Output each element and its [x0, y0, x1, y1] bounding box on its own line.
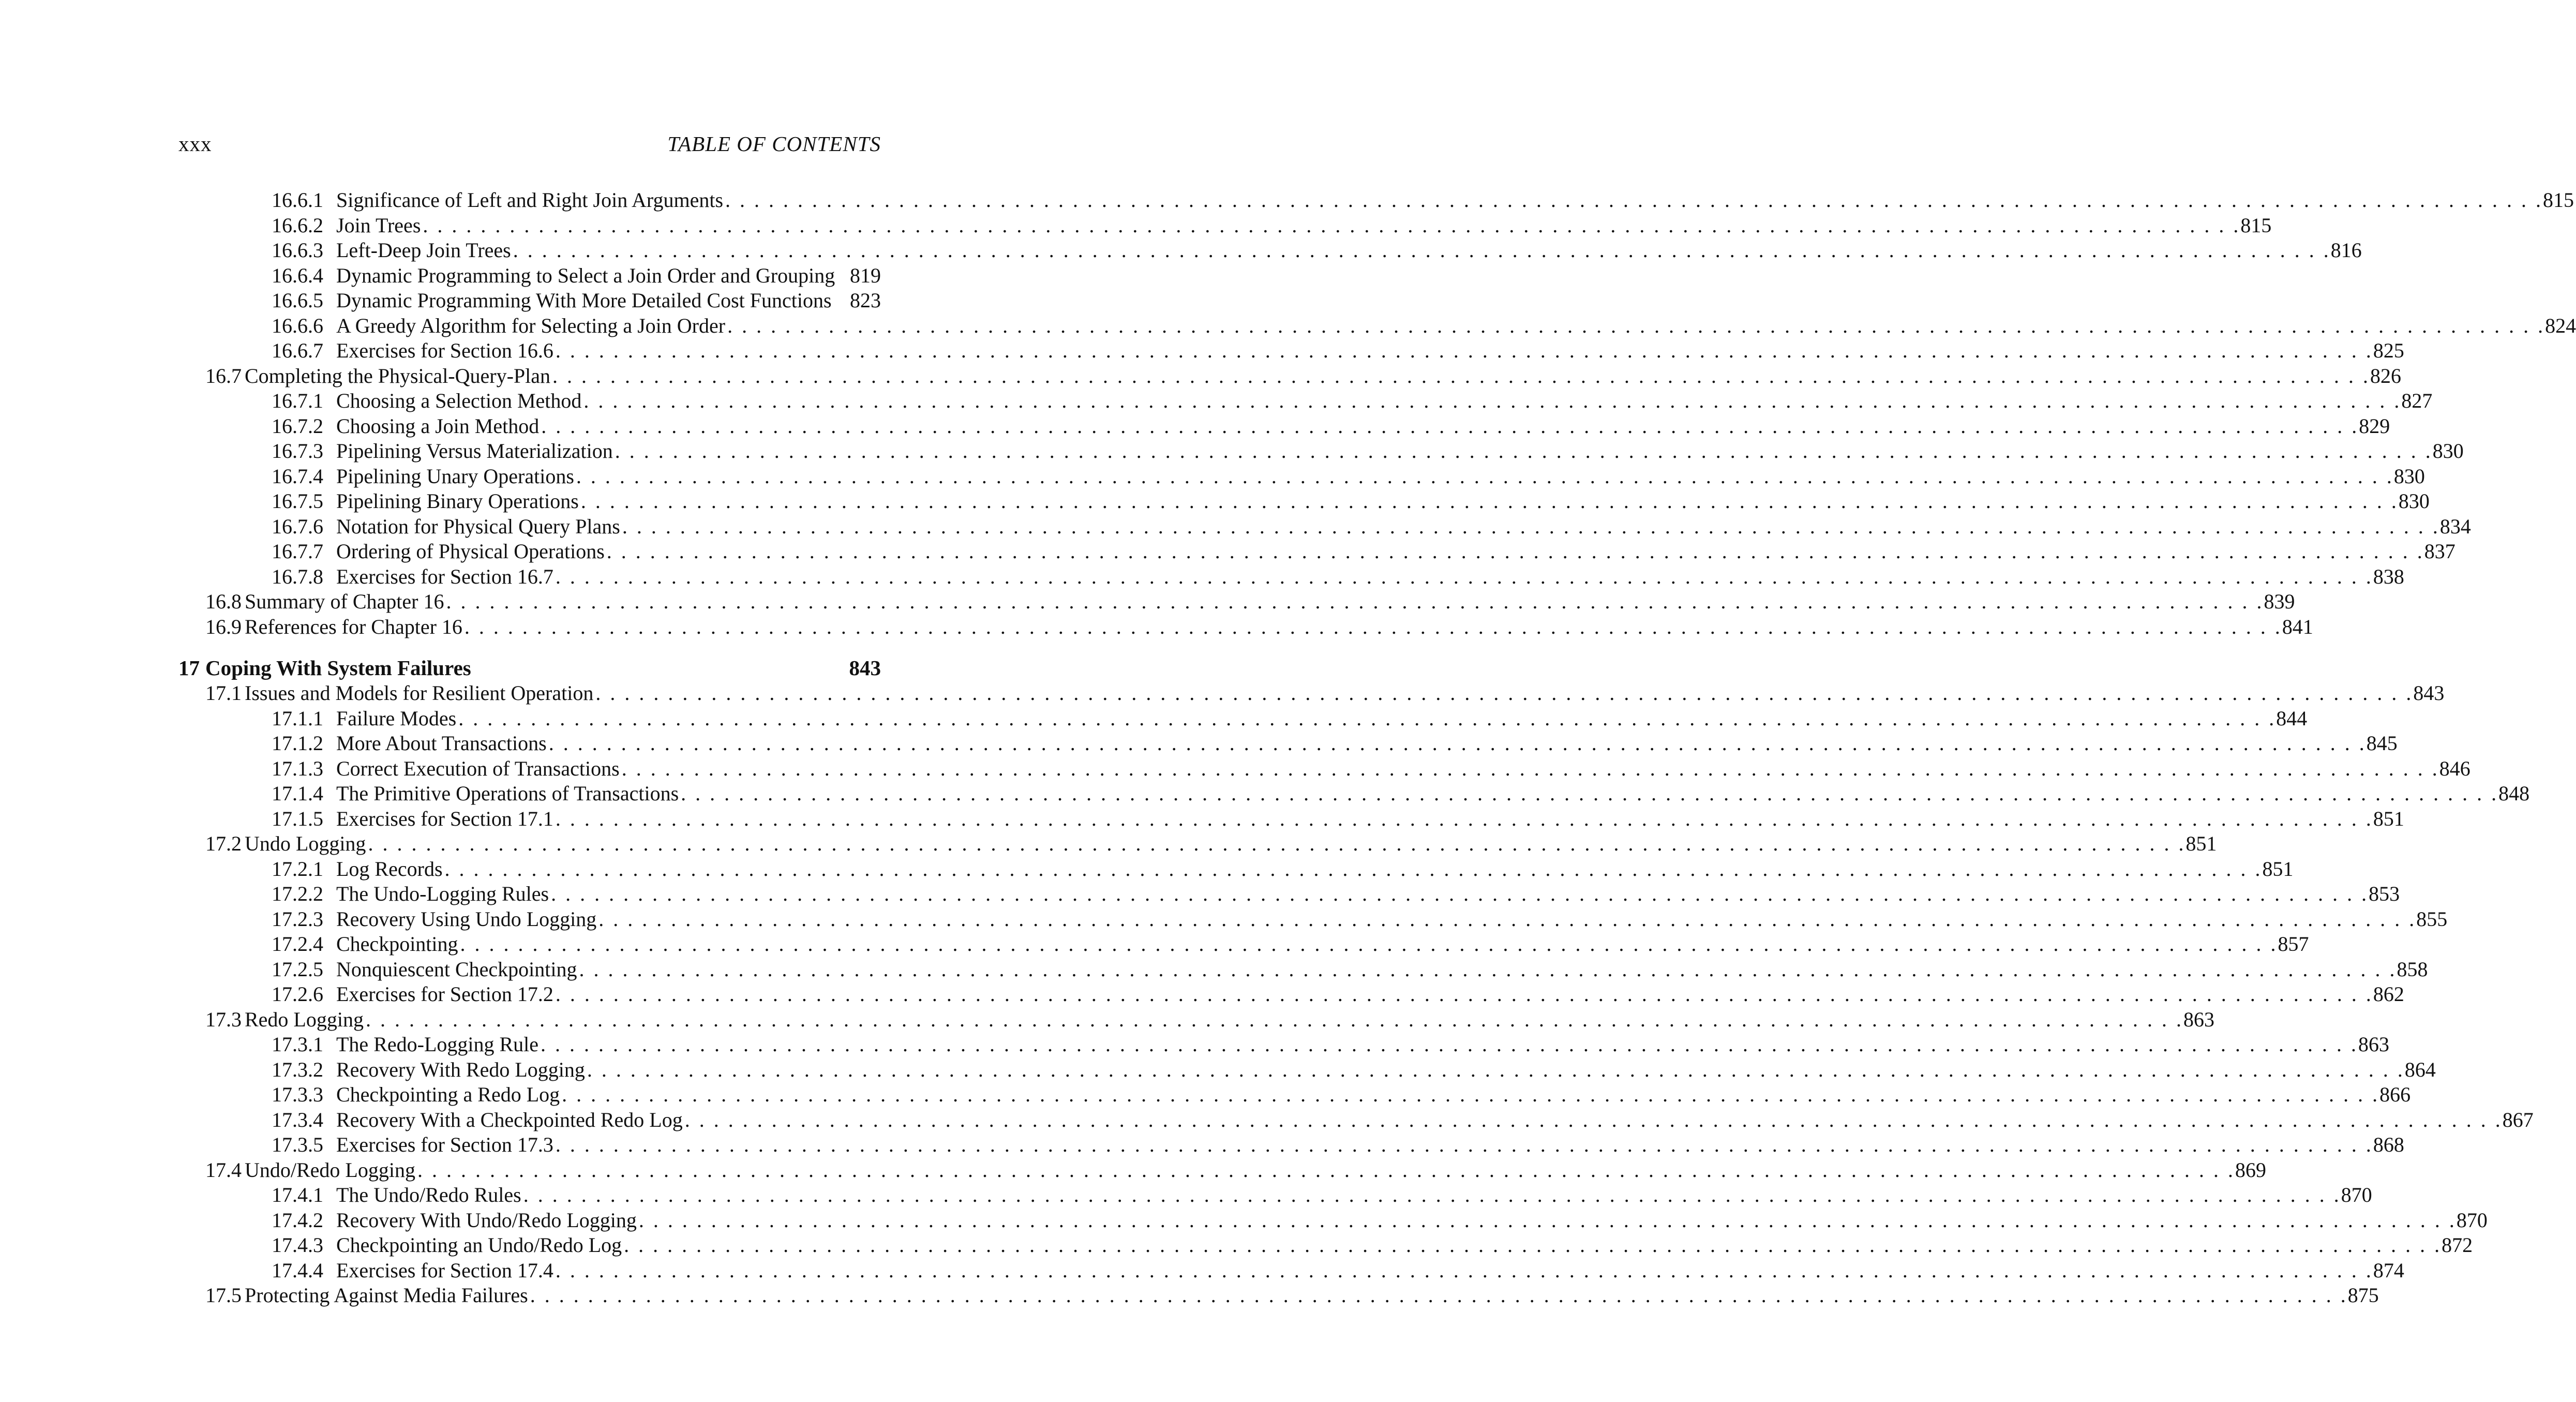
dot-leader [456, 706, 2276, 732]
entry-number: 16.6.6 [272, 314, 323, 337]
entry-number: 16.7.6 [272, 514, 323, 538]
toc-section-entry [178, 1283, 2379, 1308]
entry-number: 17 [178, 656, 200, 680]
dot-leader [605, 539, 2424, 564]
entry-number: 17.1.4 [272, 782, 323, 805]
entry-title: The Undo/Redo Rules [336, 1183, 521, 1206]
entry-number: 17.3.2 [272, 1057, 323, 1081]
entry-title: Summary of Chapter 16 [245, 590, 444, 613]
entry-title: Exercises for Section 17.3 [336, 1133, 553, 1156]
entry-title: Issues and Models for Resilient Operation [245, 681, 594, 705]
entry-number: 17.3 [205, 1007, 242, 1031]
entry-title: Choosing a Join Method [336, 414, 540, 438]
toc-subsection-entry [178, 731, 2398, 756]
entry-title: Checkpointing [336, 932, 458, 956]
dot-leader [596, 907, 2416, 932]
entry-number: 16.7.2 [272, 414, 323, 438]
entry-page-number: 864 [2404, 1057, 2436, 1081]
dot-leader [620, 756, 2439, 782]
dot-leader [528, 1283, 2348, 1308]
entry-number: 17.5 [205, 1284, 242, 1307]
entry-title: Failure Modes [336, 706, 457, 730]
dot-leader [553, 1258, 2373, 1284]
toc-subsection-entry [178, 907, 2448, 932]
toc-section-entry [178, 831, 2217, 857]
entry-title: Exercises for Section 17.1 [336, 807, 553, 830]
running-title: TABLE OF CONTENTS [667, 132, 881, 156]
entry-number: 17.3.3 [272, 1083, 323, 1106]
entry-title: Choosing a Selection Method [336, 389, 582, 412]
entry-title: Recovery With a Checkpointed Redo Log [336, 1108, 683, 1131]
dot-leader [421, 213, 2240, 238]
entry-number: 16.7.1 [272, 389, 323, 412]
entry-number: 17.1.2 [272, 732, 323, 755]
entry-number: 17.4.1 [272, 1183, 323, 1206]
toc-subsection-entry [178, 957, 2428, 982]
entry-number: 17.4.3 [272, 1233, 323, 1257]
entry-title: Redo Logging [245, 1007, 364, 1031]
toc-subsection-entry [178, 514, 2471, 540]
dot-leader [521, 1183, 2341, 1208]
dot-leader [683, 1108, 2503, 1133]
toc-subsection-entry [178, 288, 881, 314]
dot-leader [553, 1132, 2373, 1158]
entry-page-number: 872 [2442, 1233, 2473, 1257]
toc-subsection-entry [178, 982, 2404, 1007]
entry-number: 16.6.4 [272, 263, 323, 287]
entry-number: 17.2.1 [272, 857, 323, 881]
entry-number: 17.4.2 [272, 1208, 323, 1232]
entry-title: Pipelining Versus Materialization [336, 439, 613, 463]
entry-number: 17.1.1 [272, 706, 323, 730]
entry-number: 17.3.5 [272, 1133, 323, 1156]
entry-page-number: 841 [2282, 615, 2313, 638]
entry-title: Undo Logging [245, 832, 366, 855]
toc-subsection-entry [178, 338, 2404, 364]
toc-section-entry [178, 615, 2313, 640]
entry-page-number: 816 [2330, 238, 2362, 262]
entry-title: Exercises for Section 17.4 [336, 1258, 553, 1282]
dot-leader [622, 1233, 2442, 1258]
entry-number: 17.2.3 [272, 907, 323, 931]
entry-page-number: 825 [2373, 339, 2404, 362]
entry-number: 17.3.4 [272, 1108, 323, 1131]
toc-subsection-entry [178, 756, 2470, 782]
dot-leader [415, 1158, 2235, 1183]
entry-number: 17.2.5 [272, 957, 323, 981]
toc-subsection-entry [178, 1183, 2372, 1208]
dot-leader [511, 238, 2331, 263]
entry-title: Recovery With Redo Logging [336, 1057, 585, 1081]
dot-leader [679, 781, 2498, 807]
entry-number: 16.6.7 [272, 339, 323, 362]
entry-title: The Undo-Logging Rules [336, 882, 549, 905]
toc-section-entry [178, 1158, 2266, 1183]
toc-subsection-entry [178, 188, 2574, 213]
entry-title: Recovery Using Undo Logging [336, 907, 597, 931]
toc-chapter-entry [178, 655, 881, 681]
toc-subsection-entry [178, 1208, 2488, 1233]
entry-number: 17.2.6 [272, 982, 323, 1006]
toc-subsection-entry [178, 238, 2362, 263]
toc-subsection-entry [178, 489, 2430, 514]
entry-title: Ordering of Physical Operations [336, 540, 605, 563]
entry-page-number: 869 [2235, 1158, 2266, 1182]
dot-leader [553, 338, 2373, 364]
entry-title: The Redo-Logging Rule [336, 1033, 539, 1056]
entry-page-number: 855 [2416, 907, 2448, 931]
entry-number: 16.6.1 [272, 188, 323, 212]
entry-number: 16.9 [205, 615, 242, 638]
toc-subsection-entry [178, 414, 2390, 439]
entry-page-number: 870 [2341, 1183, 2372, 1206]
entry-page-number: 857 [2278, 932, 2309, 956]
entry-page-number: 843 [849, 656, 881, 680]
entry-page-number: 845 [2366, 732, 2398, 755]
dot-leader [364, 1007, 2183, 1033]
entry-title: Log Records [336, 857, 443, 881]
entry-page-number: 827 [2401, 389, 2433, 412]
dot-leader [538, 1032, 2358, 1057]
toc-subsection-entry [178, 464, 2425, 489]
toc-section-entry [178, 589, 2295, 615]
entry-page-number: 866 [2379, 1083, 2411, 1106]
toc-subsection-entry [178, 539, 2455, 564]
entry-title: Checkpointing an Undo/Redo Log [336, 1233, 622, 1257]
dot-leader [620, 514, 2440, 540]
toc-subsection-entry [178, 1032, 2390, 1057]
toc-section-entry [178, 364, 2402, 389]
entry-page-number: 843 [2413, 681, 2445, 705]
entry-title: Nonquiescent Checkpointing [336, 957, 577, 981]
entry-page-number: 815 [2240, 213, 2272, 237]
entry-page-number: 815 [2543, 188, 2574, 212]
entry-number: 17.3.1 [272, 1033, 323, 1056]
toc-subsection-entry [178, 1108, 2534, 1133]
dot-leader [593, 681, 2413, 706]
entry-title: Dynamic Programming to Select a Join Order and Grouping [336, 263, 835, 287]
entry-number: 16.7.7 [272, 540, 323, 563]
dot-leader [581, 389, 2401, 414]
toc-subsection-entry [178, 1258, 2404, 1284]
toc-subsection-entry [178, 807, 2404, 832]
dot-leader [574, 464, 2394, 489]
dot-leader [560, 1082, 2379, 1108]
entry-number: 16.6.3 [272, 238, 323, 262]
entry-page-number: 846 [2439, 756, 2470, 780]
dot-leader [579, 489, 2399, 514]
toc-section-entry [178, 681, 2445, 706]
entry-page-number: 863 [2358, 1033, 2390, 1056]
toc-subsection-entry [178, 1082, 2411, 1108]
entry-title: Exercises for Section 16.7 [336, 564, 553, 588]
toc-subsection-entry [178, 213, 2272, 238]
entry-page-number: 853 [2369, 882, 2400, 905]
dot-leader [585, 1057, 2405, 1083]
dot-leader [443, 857, 2263, 882]
entry-page-number: 875 [2347, 1284, 2379, 1307]
dot-leader [637, 1208, 2457, 1233]
entry-page-number: 851 [2185, 832, 2217, 855]
toc-subsection-entry [178, 932, 2309, 957]
entry-title: Pipelining Binary Operations [336, 489, 579, 513]
entry-number: 16.6.2 [272, 213, 323, 237]
entry-title: Exercises for Section 17.2 [336, 982, 553, 1006]
entry-title: Coping With System Failures [205, 656, 471, 680]
dot-leader [723, 188, 2543, 213]
entry-title: Pipelining Unary Operations [336, 464, 574, 488]
entry-page-number: 868 [2373, 1133, 2404, 1156]
entry-number: 16.7.3 [272, 439, 323, 463]
entry-number: 17.2.2 [272, 882, 323, 905]
entry-number: 17.1.3 [272, 756, 323, 780]
entry-title: Protecting Against Media Failures [245, 1284, 528, 1307]
entry-title: Correct Execution of Transactions [336, 756, 620, 780]
toc-subsection-entry [178, 882, 2400, 907]
entry-number: 16.7.4 [272, 464, 323, 488]
entry-number: 17.4 [205, 1158, 242, 1182]
entry-number: 16.8 [205, 590, 242, 613]
dot-leader [462, 615, 2282, 640]
entry-title: Recovery With Undo/Redo Logging [336, 1208, 637, 1232]
dot-leader [553, 807, 2373, 832]
page-header [178, 129, 881, 158]
entry-page-number: 819 [850, 263, 881, 287]
entry-title: Checkpointing a Redo Log [336, 1083, 560, 1106]
page-number: xxx [178, 132, 212, 156]
dot-leader [553, 564, 2373, 590]
dot-leader [366, 831, 2185, 857]
entry-number: 16.6.5 [272, 289, 323, 312]
toc-subsection-entry [178, 1057, 2436, 1083]
entry-page-number: 826 [2370, 364, 2402, 387]
entry-page-number: 834 [2439, 514, 2471, 538]
toc-subsection-entry [178, 564, 2404, 590]
entry-number: 17.1 [205, 681, 242, 705]
entry-page-number: 839 [2264, 590, 2295, 613]
toc-subsection-entry [178, 439, 2464, 464]
entry-page-number: 870 [2456, 1208, 2488, 1232]
dot-leader [613, 439, 2433, 464]
dot-leader [725, 314, 2545, 339]
entry-number: 16.7.5 [272, 489, 323, 513]
dot-leader [553, 982, 2373, 1007]
entry-title: Exercises for Section 16.6 [336, 339, 553, 362]
entry-page-number: 851 [2262, 857, 2294, 881]
entry-page-number: 862 [2373, 982, 2404, 1006]
entry-number: 16.7 [205, 364, 242, 387]
toc-section-entry [178, 1007, 2214, 1033]
entry-title: Undo/Redo Logging [245, 1158, 415, 1182]
toc-subsection-entry [178, 1233, 2473, 1258]
toc-subsection-entry [178, 857, 2294, 882]
toc-subsection-entry [178, 781, 2530, 807]
entry-page-number: 824 [2545, 314, 2576, 337]
dot-leader [444, 589, 2264, 615]
dot-leader [458, 932, 2278, 957]
dot-leader [577, 957, 2397, 982]
entry-title: References for Chapter 16 [245, 615, 462, 638]
entry-page-number: 829 [2359, 414, 2390, 438]
entry-page-number: 830 [2398, 489, 2430, 513]
entry-page-number: 874 [2373, 1258, 2404, 1282]
toc-subsection-entry [178, 314, 2576, 339]
toc-subsection-entry [178, 706, 2308, 732]
entry-page-number: 863 [2183, 1007, 2214, 1031]
entry-title: More About Transactions [336, 732, 547, 755]
entry-title: Dynamic Programming With More Detailed Cost Functions [336, 289, 832, 312]
toc-subsection-entry [178, 1132, 2404, 1158]
entry-page-number: 830 [2432, 439, 2464, 463]
dot-leader [539, 414, 2359, 439]
entry-number: 17.4.4 [272, 1258, 323, 1282]
dot-leader [547, 731, 2367, 756]
entry-title: Left-Deep Join Trees [336, 238, 511, 262]
entry-page-number: 837 [2424, 540, 2455, 563]
dot-leader [550, 364, 2370, 389]
entry-page-number: 858 [2397, 957, 2428, 981]
entry-page-number: 838 [2373, 564, 2404, 588]
entry-number: 17.2 [205, 832, 242, 855]
entry-title: Completing the Physical-Query-Plan [245, 364, 551, 387]
toc-subsection-entry [178, 263, 881, 289]
entry-page-number: 844 [2276, 706, 2308, 730]
entry-page-number: 867 [2502, 1108, 2534, 1131]
table-of-contents [178, 188, 2576, 1308]
entry-page-number: 848 [2498, 782, 2530, 805]
toc-subsection-entry [178, 389, 2433, 414]
entry-title: Join Trees [336, 213, 421, 237]
entry-number: 16.7.8 [272, 564, 323, 588]
entry-page-number: 851 [2373, 807, 2404, 830]
entry-title: Notation for Physical Query Plans [336, 514, 620, 538]
entry-number: 17.1.5 [272, 807, 323, 830]
dot-leader [549, 882, 2369, 907]
entry-page-number: 823 [850, 289, 881, 312]
entry-number: 17.2.4 [272, 932, 323, 956]
entry-title: A Greedy Algorithm for Selecting a Join Order [336, 314, 726, 337]
entry-title: The Primitive Operations of Transactions [336, 782, 679, 805]
entry-title: Significance of Left and Right Join Arguments [336, 188, 724, 212]
entry-page-number: 830 [2393, 464, 2425, 488]
